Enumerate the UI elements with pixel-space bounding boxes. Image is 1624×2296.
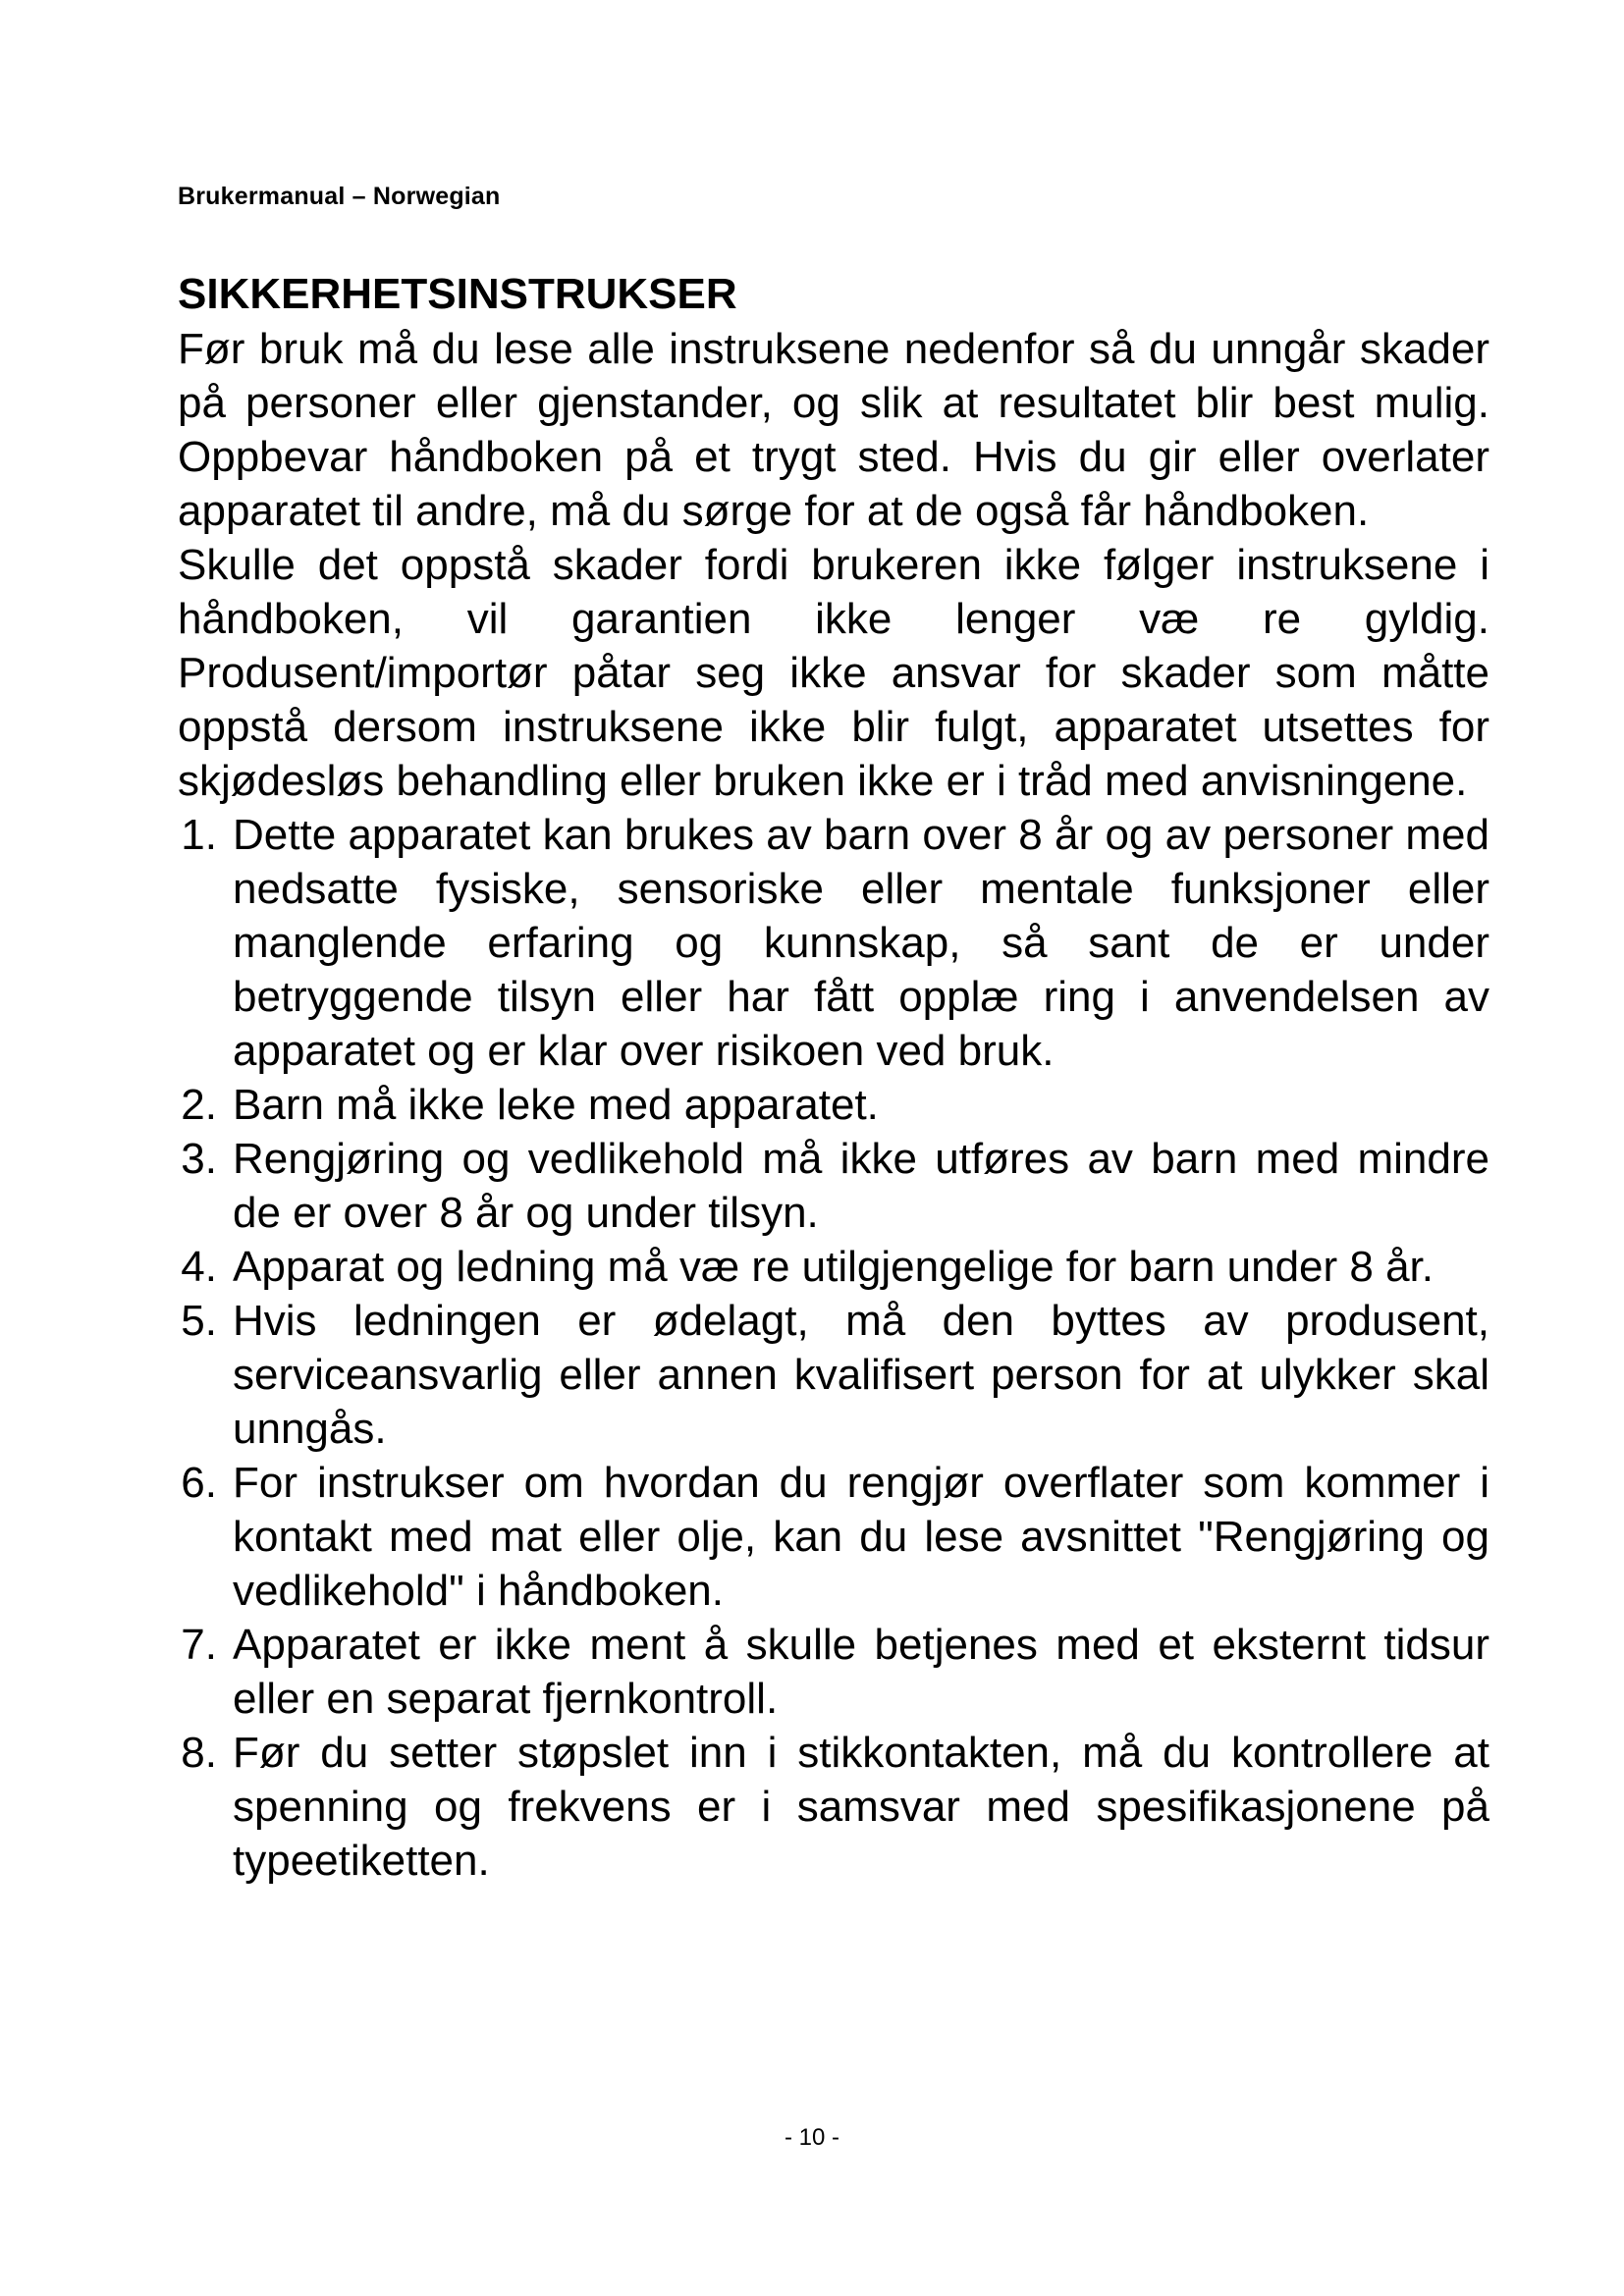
list-item-text: Dette apparatet kan brukes av barn over 8 år og av personer med nedsatte fysiske, sensoriske eller mentale funksjoner eller manglende erfaring og kunnskap, så sant de er under betryggende tilsyn eller har fått opplæ ring i anvendelsen av apparatet og er klar over risikoen ved bruk. bbox=[233, 811, 1489, 1075]
list-item-text: Apparat og ledning må væ re utilgjengelige for barn under 8 år. bbox=[233, 1243, 1434, 1291]
list-item bbox=[178, 1726, 1489, 1888]
intro-paragraph: Før bruk må du lese alle instruksene nedenfor så du unngår skader på personer eller gjenstander, og slik at resultatet blir best mulig. Oppbevar håndboken på et trygt sted. Hvis du gir eller overlater apparatet til andre, må du sørge for at de også får håndboken. bbox=[178, 325, 1489, 535]
list-item-number: 8. bbox=[181, 1729, 217, 1777]
section-title: SIKKERHETSINSTRUKSER bbox=[178, 270, 737, 318]
manual-header: Brukermanual – Norwegian bbox=[178, 183, 501, 210]
list-item bbox=[178, 1132, 1489, 1240]
list-item-number: 6. bbox=[181, 1459, 217, 1507]
list-item-text: Rengjøring og vedlikehold må ikke utføres av barn med mindre de er over 8 år og under tilsyn. bbox=[233, 1135, 1489, 1237]
list-item-number: 7. bbox=[181, 1621, 217, 1669]
list-item-number: 4. bbox=[181, 1243, 217, 1291]
safety-section bbox=[178, 267, 1489, 1888]
list-item-number: 2. bbox=[181, 1081, 217, 1129]
list-item-number: 5. bbox=[181, 1297, 217, 1345]
page-number: - 10 - bbox=[784, 2124, 839, 2151]
list-item bbox=[178, 1078, 1489, 1132]
list-item bbox=[178, 1618, 1489, 1726]
list-item bbox=[178, 1456, 1489, 1618]
safety-instruction-list bbox=[178, 808, 1489, 1888]
list-item-number: 3. bbox=[181, 1135, 217, 1183]
list-item-text: Barn må ikke leke med apparatet. bbox=[233, 1081, 879, 1129]
liability-paragraph: Skulle det oppstå skader fordi brukeren ikke følger instruksene i håndboken, vil garantien ikke lenger væ re gyldig. Produsent/importør påtar seg ikke ansvar for skader som måtte oppstå dersom instruksene ikke blir fulgt, apparatet utsettes for skjødesløs behandling eller bruken ikke er i tråd med anvisningene. bbox=[178, 541, 1489, 805]
list-item bbox=[178, 1240, 1489, 1294]
list-item-text: For instrukser om hvordan du rengjør overflater som kommer i kontakt med mat eller olje, kan du lese avsnittet "Rengjøring og vedlikehold" i håndboken. bbox=[233, 1459, 1489, 1615]
list-item-text: Før du setter støpslet inn i stikkontakten, må du kontrollere at spenning og frekvens er i samsvar med spesifikasjonene på typeetiketten. bbox=[233, 1729, 1489, 1885]
list-item-number: 1. bbox=[181, 811, 217, 859]
list-item bbox=[178, 1294, 1489, 1456]
list-item-text: Hvis ledningen er ødelagt, må den byttes av produsent, serviceansvarlig eller annen kvalifisert person for at ulykker skal unngås. bbox=[233, 1297, 1489, 1453]
list-item bbox=[178, 808, 1489, 1078]
list-item-text: Apparatet er ikke ment å skulle betjenes med et eksternt tidsur eller en separat fjernkontroll. bbox=[233, 1621, 1489, 1723]
